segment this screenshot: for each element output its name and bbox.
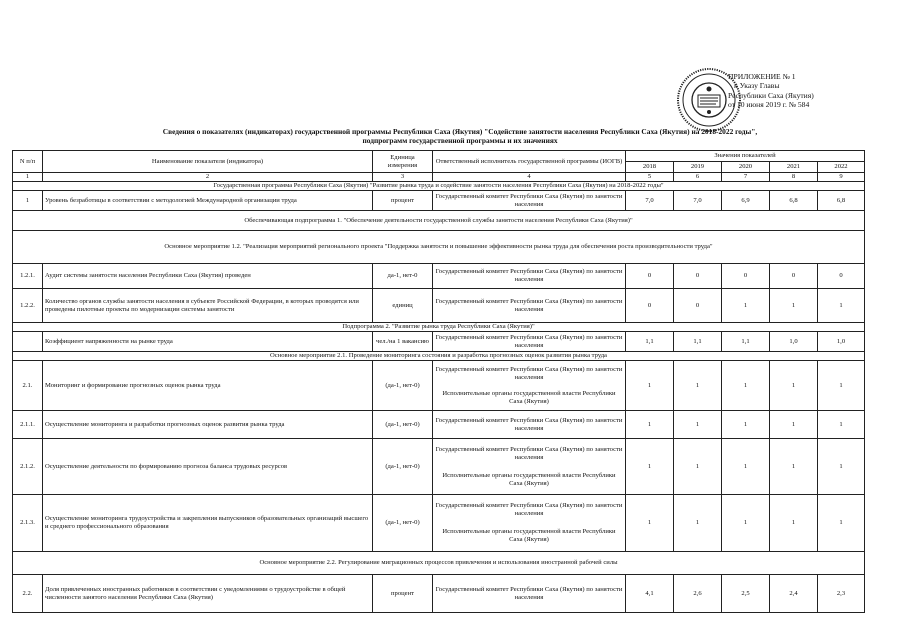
row-value: 1,0	[818, 332, 865, 352]
row-value: 1	[722, 289, 770, 323]
column-number: 4	[433, 173, 626, 182]
row-unit: чел./на 1 вакансию	[373, 332, 433, 352]
row-num	[13, 332, 43, 352]
table-row	[13, 439, 865, 495]
row-num: 2.1.1.	[13, 411, 43, 439]
row-exec	[433, 361, 626, 411]
section-row	[13, 352, 865, 361]
title-line: Сведения о показателях (индикаторах) государственной программы Республики Саха (Якутия) "Содействие занятости населения Республики Саха (Якутия) на 2018-2022 годы",	[162, 127, 758, 136]
section-row	[13, 552, 865, 575]
document-title	[60, 127, 860, 145]
column-number: 3	[373, 173, 433, 182]
row-value: 1	[722, 411, 770, 439]
row-num: 1.2.1.	[13, 264, 43, 289]
header-num: N п/п	[13, 151, 43, 173]
row-value: 2,6	[674, 575, 722, 613]
row-num: 2.1.3.	[13, 495, 43, 552]
section-title: Обеспечивающая подпрограмма 1. "Обеспечение деятельности государственной службы занятости населения Республики Саха (Якутия)"	[13, 211, 865, 231]
row-value: 0	[626, 264, 674, 289]
row-value: 1	[770, 411, 818, 439]
row-name: Уровень безработицы в соответствии с методологией Международной организации труда	[43, 191, 373, 211]
appendix-note	[728, 72, 898, 109]
row-num: 2.1.2.	[13, 439, 43, 495]
row-value: 1	[818, 411, 865, 439]
title-line: подпрограмм государственной программы и их значениях	[362, 136, 558, 145]
table-row	[13, 289, 865, 323]
header-name: Наименование показателя (индикатора)	[43, 151, 373, 173]
section-row	[13, 182, 865, 191]
indicators-table	[12, 150, 865, 613]
row-name: Доля привлеченных иностранных работников в соответствии с уведомлениями о трудоустройстве в общей численности занятого населения Республики Саха (Якутия)	[43, 575, 373, 613]
row-value: 1	[674, 495, 722, 552]
column-number: 7	[722, 173, 770, 182]
row-value: 0	[770, 264, 818, 289]
column-numbers-row	[13, 173, 865, 182]
row-value: 0	[674, 264, 722, 289]
table-row	[13, 411, 865, 439]
header-year: 2021	[770, 162, 818, 173]
row-value: 1	[674, 411, 722, 439]
column-number: 6	[674, 173, 722, 182]
table-row	[13, 191, 865, 211]
row-exec-secondary: Исполнительные органы государственной власти Республики Саха (Якутия)	[442, 389, 616, 405]
row-value: 2,4	[770, 575, 818, 613]
row-exec: Государственный комитет Республики Саха (Якутия) по занятости населения	[433, 332, 626, 352]
column-number: 1	[13, 173, 43, 182]
row-value: 1	[770, 361, 818, 411]
row-value: 1	[770, 495, 818, 552]
row-name: Осуществление деятельности по формированию прогноза баланса трудовых ресурсов	[43, 439, 373, 495]
table-row	[13, 575, 865, 613]
column-number: 2	[43, 173, 373, 182]
row-name: Мониторинг и формирование прогнозных оценок рынка труда	[43, 361, 373, 411]
table-header-row	[13, 151, 865, 162]
row-value: 1	[770, 439, 818, 495]
header-values: Значения показателей	[626, 151, 865, 162]
row-value: 1,1	[626, 332, 674, 352]
row-value: 1	[722, 361, 770, 411]
column-number: 9	[818, 173, 865, 182]
row-exec	[433, 495, 626, 552]
row-name: Коэффициент напряженности на рынке труда	[43, 332, 373, 352]
table-row	[13, 264, 865, 289]
header-year: 2019	[674, 162, 722, 173]
row-value: 6,9	[722, 191, 770, 211]
column-number: 8	[770, 173, 818, 182]
row-value: 1	[818, 495, 865, 552]
row-exec: Государственный комитет Республики Саха (Якутия) по занятости населения	[433, 575, 626, 613]
header-exec: Ответственный исполнитель государственной программы (ИОГВ)	[433, 151, 626, 173]
section-title: Основное мероприятие 1.2. "Реализация мероприятий регионального проекта "Поддержка занятости и повышение эффективности рынка труда для обеспечения роста производительности труда"	[13, 231, 865, 264]
row-value: 1	[674, 439, 722, 495]
row-unit: (да-1, нет-0)	[373, 361, 433, 411]
header-year: 2018	[626, 162, 674, 173]
table-row	[13, 332, 865, 352]
row-value: 1	[626, 361, 674, 411]
row-exec-primary: Государственный комитет Республики Саха (Якутия) по занятости населения	[435, 445, 623, 461]
row-name: Аудит системы занятости населения Республики Саха (Якутия) проведен	[43, 264, 373, 289]
table-row	[13, 495, 865, 552]
row-value: 1	[770, 289, 818, 323]
row-value: 7,0	[674, 191, 722, 211]
row-exec-primary: Государственный комитет Республики Саха (Якутия) по занятости населения	[435, 502, 623, 517]
header-year: 2022	[818, 162, 865, 173]
header-unit: Единица измерения	[373, 151, 433, 173]
row-exec-secondary: Исполнительные органы государственной власти Республики Саха (Якутия)	[442, 528, 616, 543]
row-value: 1	[818, 361, 865, 411]
section-title: Основное мероприятие 2.2. Регулирование миграционных процессов привлечения и использования иностранной рабочей силы	[13, 552, 865, 575]
row-value: 7,0	[626, 191, 674, 211]
row-num: 2.2.	[13, 575, 43, 613]
row-exec: Государственный комитет Республики Саха (Якутия) по занятости населения	[433, 191, 626, 211]
row-value: 1	[626, 439, 674, 495]
appendix-line: к Указу Главы	[734, 81, 780, 91]
row-value: 6,8	[770, 191, 818, 211]
row-unit: да-1, нет-0	[373, 264, 433, 289]
row-value: 4,1	[626, 575, 674, 613]
row-unit: (да-1, нет-0)	[373, 411, 433, 439]
appendix-line: ПРИЛОЖЕНИЕ № 1	[728, 72, 796, 81]
column-number: 5	[626, 173, 674, 182]
section-row	[13, 211, 865, 231]
row-exec: Государственный комитет Республики Саха (Якутия) по занятости населения	[433, 289, 626, 323]
row-exec-secondary: Исполнительные органы государственной власти Республики Саха (Якутия)	[442, 471, 616, 487]
row-unit: процент	[373, 575, 433, 613]
row-value: 2,5	[722, 575, 770, 613]
row-value: 1	[722, 495, 770, 552]
row-exec-primary: Государственный комитет Республики Саха (Якутия) по занятости населения	[435, 365, 623, 381]
row-value: 1	[722, 439, 770, 495]
row-name: Осуществление мониторинга и разработки прогнозных оценок развития рынка труда	[43, 411, 373, 439]
row-exec	[433, 439, 626, 495]
row-value: 0	[722, 264, 770, 289]
row-num: 2.1.	[13, 361, 43, 411]
row-value: 0	[674, 289, 722, 323]
section-title: Основное мероприятие 2.1. Проведение мониторинга состояния и разработка прогнозных оценок развития рынка труда	[13, 352, 865, 361]
row-value: 1	[818, 289, 865, 323]
row-value: 2,3	[818, 575, 865, 613]
section-row	[13, 323, 865, 332]
section-row	[13, 231, 865, 264]
row-value: 1	[626, 495, 674, 552]
section-title: Государственная программа Республики Саха (Якутия) "Развитие рынка труда и содействие занятости населения Республики Саха (Якутия) на 2018-2022 годы"	[13, 182, 865, 191]
row-value: 0	[626, 289, 674, 323]
row-unit: единиц	[373, 289, 433, 323]
appendix-line: Республики Саха (Якутия)	[728, 90, 814, 100]
row-unit: процент	[373, 191, 433, 211]
appendix-line: от 10 июня 2019 г. № 584	[728, 99, 810, 109]
row-unit: (да-1, нет-0)	[373, 495, 433, 552]
row-value: 1,1	[674, 332, 722, 352]
section-title: Подпрограмма 2. "Развитие рынка труда Республики Саха (Якутия)"	[13, 323, 865, 332]
row-value: 1	[626, 411, 674, 439]
row-value: 0	[818, 264, 865, 289]
row-value: 1	[674, 361, 722, 411]
row-name: Количество органов службы занятости населения в субъекте Российской Федерации, в которых проводятся или проведены пилотные проекты по модернизации системы занятости	[43, 289, 373, 323]
row-value: 6,8	[818, 191, 865, 211]
row-num: 1	[13, 191, 43, 211]
table-row	[13, 361, 865, 411]
row-value: 1,1	[722, 332, 770, 352]
row-exec: Государственный комитет Республики Саха (Якутия) по занятости населения	[433, 411, 626, 439]
header-year: 2020	[722, 162, 770, 173]
row-exec: Государственный комитет Республики Саха (Якутия) по занятости населения	[433, 264, 626, 289]
row-num: 1.2.2.	[13, 289, 43, 323]
row-unit: (да-1, нет-0)	[373, 439, 433, 495]
row-value: 1	[818, 439, 865, 495]
row-name: Осуществление мониторинга трудоустройства и закрепления выпускников образовательных организаций высшего и среднего профессионального образования	[43, 495, 373, 552]
row-value: 1,0	[770, 332, 818, 352]
